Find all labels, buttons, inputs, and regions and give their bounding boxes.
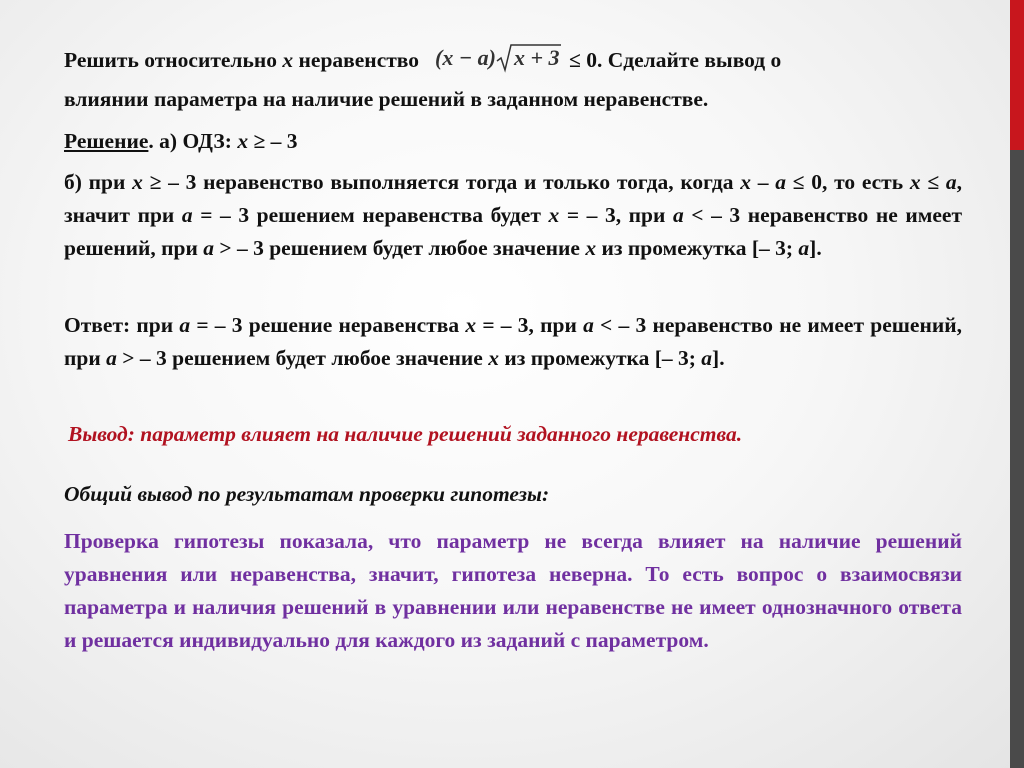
solution-label: Решение	[64, 129, 149, 153]
text-fragment: x	[132, 170, 143, 194]
text-fragment: < – 3 неравенство не имеет решений, при	[64, 313, 962, 370]
text-fragment: a	[181, 203, 193, 227]
answer-paragraph	[64, 309, 962, 375]
text-fragment: из промежутка [– 3;	[498, 346, 702, 370]
text-fragment: a	[775, 170, 786, 194]
task-var-x: x	[282, 48, 294, 72]
text-fragment: из промежутка [– 3;	[596, 236, 799, 260]
text-fragment: ≤	[920, 170, 946, 194]
solution-a-part: . а) ОДЗ:	[148, 129, 238, 153]
formula-radicand: x + 3	[514, 45, 560, 70]
text-fragment: a	[798, 236, 810, 260]
text-fragment: = – 3 решение неравенства	[190, 313, 466, 337]
inequality-formula	[435, 43, 561, 83]
text-fragment: Ответ: при	[64, 313, 180, 337]
general-heading: Общий вывод по результатам проверки гипотезы:	[64, 482, 550, 506]
conclusion-text: Вывод: параметр влияет на наличие решений заданного неравенства.	[68, 422, 743, 446]
text-fragment: ].	[712, 346, 725, 370]
text-fragment: > – 3 решением будет любое значение	[116, 346, 489, 370]
text-fragment: a	[701, 346, 713, 370]
text-fragment: ≥ – 3 неравенство выполняется тогда и только тогда, когда	[142, 170, 741, 194]
text-fragment: x	[585, 236, 597, 260]
solution-odz	[64, 125, 962, 158]
text-fragment: = – 3, при	[476, 313, 584, 337]
odz-var-x: x	[237, 129, 249, 153]
text-fragment: a	[583, 313, 594, 337]
text-fragment: , значит при	[64, 170, 962, 227]
task-text-line2: влиянии параметра на наличие решений в заданном неравенстве.	[64, 87, 709, 111]
text-fragment: ≤ 0, то есть	[785, 170, 910, 194]
text-fragment: б) при	[64, 170, 133, 194]
text-fragment: x	[548, 203, 560, 227]
text-fragment: ].	[809, 236, 822, 260]
text-fragment: = – 3, при	[559, 203, 673, 227]
decor-red-bar	[1010, 0, 1024, 150]
text-fragment: a	[203, 236, 214, 260]
text-fragment: x	[909, 170, 921, 194]
text-fragment: < – 3 неравенство не имеет решений, при	[64, 203, 963, 260]
text-fragment: a	[945, 170, 957, 194]
text-fragment: a	[672, 203, 684, 227]
task-text-3: ≤ 0. Сделайте вывод о	[569, 48, 782, 72]
formula-lhs: (x − a)	[435, 45, 496, 70]
text-fragment: x	[488, 346, 499, 370]
text-fragment: –	[750, 170, 776, 194]
text-fragment: = – 3 решением неравенства будет	[192, 203, 549, 227]
text-fragment: > – 3 решением будет любое значение	[213, 236, 586, 260]
part-b-paragraph	[64, 166, 962, 265]
text-fragment: a	[106, 346, 117, 370]
text-fragment: x	[740, 170, 751, 194]
text-fragment: a	[179, 313, 191, 337]
odz-condition: ≥ – 3	[248, 129, 298, 153]
decor-gray-bar	[1010, 150, 1024, 768]
task-text-2: неравенство	[293, 48, 420, 72]
general-text: Проверка гипотезы показала, что параметр не всегда влияет на наличие решений уравнения или неравенства, значит, гипотеза неверна. То есть вопрос о взаимосвязи параметра и наличия решений в уравнении или неравенстве не имеет однозначного ответа и решается индивидуально для каждого из заданий с параметром.	[64, 529, 962, 652]
task-text-1: Решить относительно	[64, 48, 283, 72]
task-paragraph	[64, 43, 962, 116]
text-fragment: x	[465, 313, 477, 337]
